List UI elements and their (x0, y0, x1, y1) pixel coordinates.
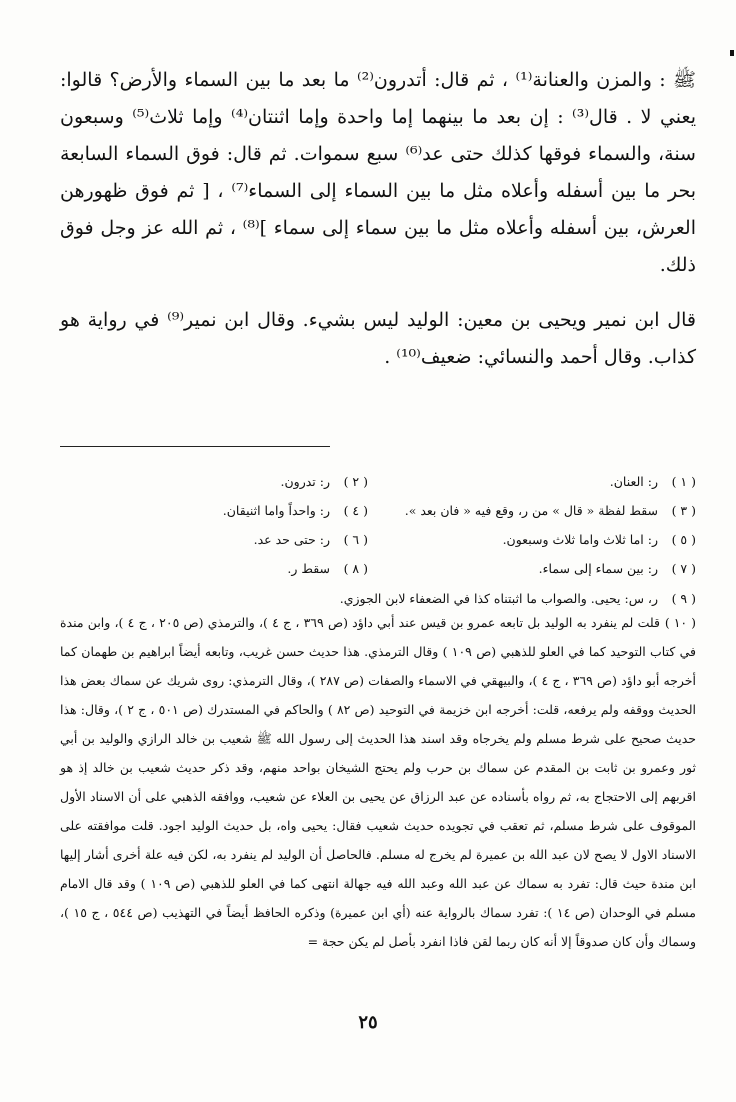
page-content (60, 62, 697, 949)
footnote-1: ( ١ ) ر: العنان. (609, 474, 696, 489)
footnotes-short (60, 467, 696, 583)
page-number: ٢٥ (358, 1012, 378, 1033)
footnote-divider (60, 446, 330, 447)
footnote-3: ( ٣ ) سقط لفظة « قال » من ر، وقع فيه « فان بعد ». (404, 503, 696, 518)
footnote-2: ( ٢ ) ر: تدرون. (280, 474, 368, 489)
footnote-8: ( ٨ ) سقط ر. (287, 561, 368, 576)
corner-mark (730, 50, 734, 56)
paragraph-1: ﷺ : والمزن والعنانة⁽¹⁾ ، ثم قال: أتدرون⁽²⁾ ما بعد ما بين السماء والأرض؟ قالوا: يعني لا . قال⁽³⁾ : إن بعد ما بينهما إما واحدة وإما اثنتان⁽⁴⁾ وإما ثلاث⁽⁵⁾ وسبعون سنة، والسماء فوقها كذلك حتى عد⁽⁶⁾ سبع سموات. ثم قال: فوق السماء السابعة بحر ما بين أسفله وأعلاه مثل ما بين السماء إلى السماء⁽⁷⁾ ، [ ثم فوق ظهورهن العرش، بين أسفله وأعلاه مثل ما بين سماء إلى سماء ]⁽⁸⁾ ، ثم الله عز وجل فوق ذلك. (60, 69, 696, 276)
footnote-6: ( ٦ ) ر: حتى حد عد. (253, 532, 368, 547)
footnote-7: ( ٧ ) ر: بين سماء إلى سماء. (538, 561, 696, 576)
paragraph-2: قال ابن نمير ويحيى بن معين: الوليد ليس بشيء. وقال ابن نمير⁽⁹⁾ في رواية هو كذاب. وقال أحمد والنسائي: ضعيف⁽¹⁰⁾ . (60, 309, 696, 368)
footnote-10: ( ١٠ ) قلت لم ينفرد به الوليد بل تابعه عمرو بن قيس عند أبي داؤد (ص ٣٦٩ ، ج ٤ )، والترمذي (ص ٢٠٥ ، ج ٤ )، وابن مندة في كتاب التوحيد كما في العلو للذهبي (ص ١٠٩ ) وقال الترمذي. هذا حديث حسن غريب، وتابعه أيضاً ابراهيم بن طهمان كما أخرجه أبو داؤد (ص ٣٦٩ ، ج ٤ )، والبيهقي في الاسماء والصفات (ص ٢٨٧ )، وقال الترمذي: روى شريك عن سماك بعض هذا الحديث ووقفه ولم يرفعه، قلت: أخرجه ابن خزيمة في التوحيد (ص ٨٢ ) والحاكم في المستدرك (ص ٥٠١ ، ج ٢ )، وقال: هذا حديث صحيح على شرط مسلم ولم يخرجاه وقد اسند هذا الحديث إلى رسول الله ﷺ شعيب بن خالد الرازي والوليد بن أبي ثور وعمرو بن ثابت بن المقدم عن سماك بن حرب ولم يحتج الشيخان بواحد منهم، وقد ذكر حديث شعيب بن خالد إذ هو اقربهم إلى الاحتجاج به، ثم رواه بأسناده عن عبد الرزاق عن يحيى بن العلاء عن شعيب، ووافقه الذهبي على أن الاسناد الأول الموقوف على شرط مسلم، ثم تعقب في تجويده حديث شعيب فقال: يحيى واه، بل حديث الوليد اجود. قلت موافقته على الاسناد الاول لا يصح لان عبد الله بن عميرة لم يخرج له مسلم. فالحاصل أن الوليد لم ينفرد به، لكن فيه علة أخرى أشار إليها ابن مندة حيث قال: تفرد به سماك عن عبد الله وعبد الله فيه جهالة انتهى كما في العلو للذهبي (ص ١٠٩ ) وقد قال الامام مسلم في الوحدان (ص ١٤ ): تفرد سماك بالرواية عنه (أي ابن عميرة) وذكره الحافظ أيضاً في التهذيب (ص ٥٤٤ ، ج ١٥ )، وسماك وأن كان صدوقاً إلا أنه كان ربما لقن فاذا انفرد بأصل لم يكن حجة = (60, 615, 697, 949)
footnote-9: ( ٩ ) ر، س: يحيى. والصواب ما اثبتناه كذا في الضعفاء لابن الجوزي. (339, 591, 696, 606)
footnote-4: ( ٤ ) ر: واحداً واما اثنيقان. (222, 503, 368, 518)
footnote-5: ( ٥ ) ر: اما ثلاث واما ثلاث وسبعون. (502, 532, 696, 547)
main-text (60, 62, 696, 376)
